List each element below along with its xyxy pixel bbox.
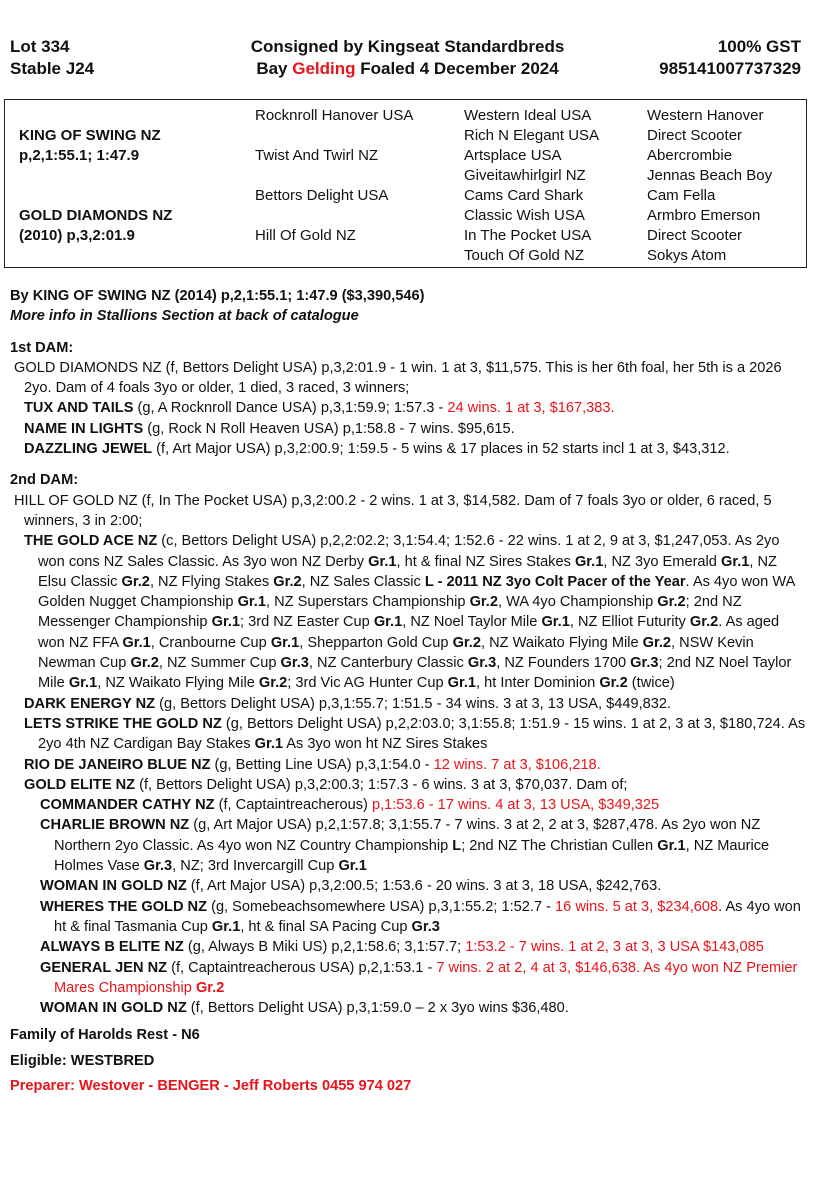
microchip-number: 985141007737329 [659, 59, 801, 78]
grand-progeny-entry: COMMANDER CATHY NZ (f, Captaintreacherous) p,1:53.6 - 17 wins. 4 at 3, 13 USA, $349,325 [40, 797, 660, 814]
grand-progeny-entry: WOMAN IN GOLD NZ (f, Bettors Delight USA) p,3,1:59.0 – 2 x 3yo wins $36,480. [40, 1000, 569, 1017]
pedigree-dam: GOLD DIAMONDS NZ [19, 207, 173, 224]
grand-progeny-entry: ALWAYS B ELITE NZ (g, Always B Miki US) p,2,1:58.6; 3,1:57.7; 1:53.2 - 7 wins. 1 at 2, 3 at 3, 3 USA $143,085 [40, 939, 764, 956]
stable-number: Stable J24 [10, 59, 95, 78]
progeny-entry: LETS STRIKE THE GOLD NZ (g, Bettors Delight USA) p,2,2:03.0; 3,1:55.8; 1:51.9 - 15 wins. 1 at 2, 3 at 3, $180,724. As 2yo 4th NZ Cardigan Bay Stakes Gr.1 As 3yo won ht NZ Sires Stakes [24, 715, 806, 753]
grand-progeny-entry: CHARLIE BROWN NZ (g, Art Major USA) p,2,1:57.8; 3,1:55.7 - 7 wins. 3 at 2, 2 at 3, $287,478. As 2yo won NZ Northern 2yo Classic. As 4yo won NZ Country Championship L; 2nd NZ The Christian Cullen Gr.1, NZ Maurice Holmes Vase Gr.3, NZ; 3rd Invercargill Cup Gr.1 [40, 817, 770, 875]
pedigree-g3: In The Pocket USA [464, 227, 592, 244]
second-dam-heading: 2nd DAM: [10, 472, 79, 489]
pedigree-g2: Twist And Twirl NZ [255, 147, 379, 164]
pedigree-g3: Classic Wish USA [464, 207, 585, 224]
pedigree-sire: KING OF SWING NZ [19, 127, 161, 144]
pedigree-table [4, 99, 807, 268]
pedigree-g2: Hill Of Gold NZ [255, 227, 356, 244]
progeny-entry: THE GOLD ACE NZ (c, Bettors Delight USA) p,2,2:02.2; 3,1:54.4; 1:52.6 - 22 wins. 1 at 2, 9 at 3, $1,247,053. As 2yo won cons NZ Sales Classic. As 3yo won NZ Derby Gr.1, ht & final NZ Sires Stakes Gr.1, NZ 3yo Emerald Gr.1, NZ Elsu Classic Gr.2, NZ Flying Stakes Gr.2, NZ Sales Classic L - 2011 NZ 3yo Colt Pacer of the Year. As 4yo won WA Golden Nugget Championship Gr.1, NZ Superstars Championship Gr.2, WA 4yo Championship Gr.2; 2nd NZ Messenger Championship Gr.1; 3rd NZ Easter Cup Gr.1, NZ Noel Taylor Mile Gr.1, NZ Elliot Futurity Gr.2. As aged won NZ FFA Gr.1, Cranbourne Cup Gr.1, Shepparton Gold Cup Gr.2, NZ Waikato Flying Mile Gr.2, NSW Kevin Newman Cup Gr.2, NZ Summer Cup Gr.3, NZ Canterbury Classic Gr.3, NZ Founders 1700 Gr.3; 2nd NZ Noel Taylor Mile Gr.1, NZ Waikato Flying Mile Gr.2; 3rd Vic AG Hunter Cup Gr.1, ht Inter Dominion Gr.2 (twice) [24, 533, 795, 692]
pedigree-g3: Touch Of Gold NZ [464, 247, 585, 264]
pedigree-g2: Rocknroll Hanover USA [255, 107, 414, 124]
progeny-entry: DARK ENERGY NZ (g, Bettors Delight USA) p,3,1:55.7; 1:51.5 - 34 wins. 3 at 3, 13 USA, $449,832. [24, 695, 672, 712]
progeny-entry: DAZZLING JEWEL (f, Art Major USA) p,3,2:00.9; 1:59.5 - 5 wins & 17 places in 52 starts incl 1 at 3, $43,312. [24, 441, 730, 458]
pedigree-g4: Sokys Atom [647, 247, 727, 264]
progeny-entry: TUX AND TAILS (g, A Rocknroll Dance USA) p,3,1:59.9; 1:57.3 - 24 wins. 1 at 3, $167,383. [24, 400, 615, 417]
gst-info [659, 36, 801, 80]
pedigree-g4: Direct Scooter [647, 127, 743, 144]
grand-progeny-entry: GENERAL JEN NZ (f, Captaintreacherous USA) p,2,1:53.1 - 7 wins. 2 at 2, 4 at 3, $146,638. As 4yo won NZ Premier Mares Championship Gr.2 [40, 959, 798, 996]
sex-label: Gelding [292, 59, 356, 78]
catalogue-body [10, 286, 807, 1096]
stallion-note: More info in Stallions Section at back of catalogue [10, 308, 359, 325]
second-dam-text: HILL OF GOLD NZ (f, In The Pocket USA) p,3,2:00.2 - 2 wins. 1 at 3, $14,582. Dam of 7 foals 3yo or older, 6 raced, 5 winners, 3 in 2:00; [14, 492, 772, 529]
pedigree-g3: Artsplace USA [464, 147, 562, 164]
consignor: Consigned by Kingseat Standardbreds [250, 37, 565, 56]
grand-progeny-entry: WHERES THE GOLD NZ (g, Somebeachsomewhere USA) p,3,1:55.2; 1:52.7 - 16 wins. 5 at 3, $234,608. As 4yo won ht & final Tasmania Cup Gr.1, ht & final SA Pacing Cup Gr.3 [40, 898, 801, 935]
first-dam-heading: 1st DAM: [10, 339, 74, 356]
pedigree-g4: Direct Scooter [647, 227, 743, 244]
lot-number: Lot 334 [10, 37, 70, 56]
progeny-entry: GOLD ELITE NZ (f, Bettors Delight USA) p,3,2:00.3; 1:57.3 - 6 wins. 3 at 3, $70,037. Dam of; [24, 776, 628, 793]
pedigree-g4: Cam Fella [647, 187, 716, 204]
pedigree-g3: Giveitawhirlgirl NZ [464, 167, 586, 184]
pedigree-g3: Western Ideal USA [464, 107, 592, 124]
gst-label: 100% GST [717, 37, 801, 56]
pedigree-dam-record: (2010) p,3,2:01.9 [19, 227, 135, 244]
eligible-line: Eligible: WESTBRED [10, 1052, 155, 1069]
sire-line: By KING OF SWING NZ (2014) p,2,1:55.1; 1:47.9 ($3,390,546) [10, 288, 425, 304]
preparer-line: Preparer: Westover - BENGER - Jeff Roberts 0455 974 027 [10, 1077, 412, 1094]
pedigree-sire-record: p,2,1:55.1; 1:47.9 [19, 147, 140, 164]
pedigree-g4: Jennas Beach Boy [647, 167, 773, 184]
horse-description: Bay Gelding Foaled 4 December 2024 [256, 59, 559, 78]
progeny-entry: NAME IN LIGHTS (g, Rock N Roll Heaven USA) p,1:58.8 - 7 wins. $95,615. [24, 420, 515, 437]
pedigree-g4: Armbro Emerson [647, 207, 761, 224]
pedigree-g4: Western Hanover [647, 107, 764, 124]
pedigree-g2: Bettors Delight USA [255, 187, 389, 204]
first-dam-text: GOLD DIAMONDS NZ (f, Bettors Delight USA) p,3,2:01.9 - 1 win. 1 at 3, $11,575. This is her 6th foal, her 5th is a 2026 2yo. Dam of 4 foals 3yo or older, 1 died, 3 raced, 3 winners; [14, 359, 782, 397]
family-line: Family of Harolds Rest - N6 [10, 1027, 200, 1044]
pedigree-g4: Abercrombie [647, 147, 733, 164]
pedigree-g3: Rich N Elegant USA [464, 127, 600, 144]
progeny-entry: RIO DE JANEIRO BLUE NZ (g, Betting Line USA) p,3,1:54.0 - 12 wins. 7 at 3, $106,218. [24, 756, 601, 773]
pedigree-g3: Cams Card Shark [464, 187, 584, 204]
grand-progeny-entry: WOMAN IN GOLD NZ (f, Art Major USA) p,3,2:00.5; 1:53.6 - 20 wins. 3 at 3, 18 USA, $242,763. [40, 878, 662, 895]
lot-header [0, 30, 815, 90]
